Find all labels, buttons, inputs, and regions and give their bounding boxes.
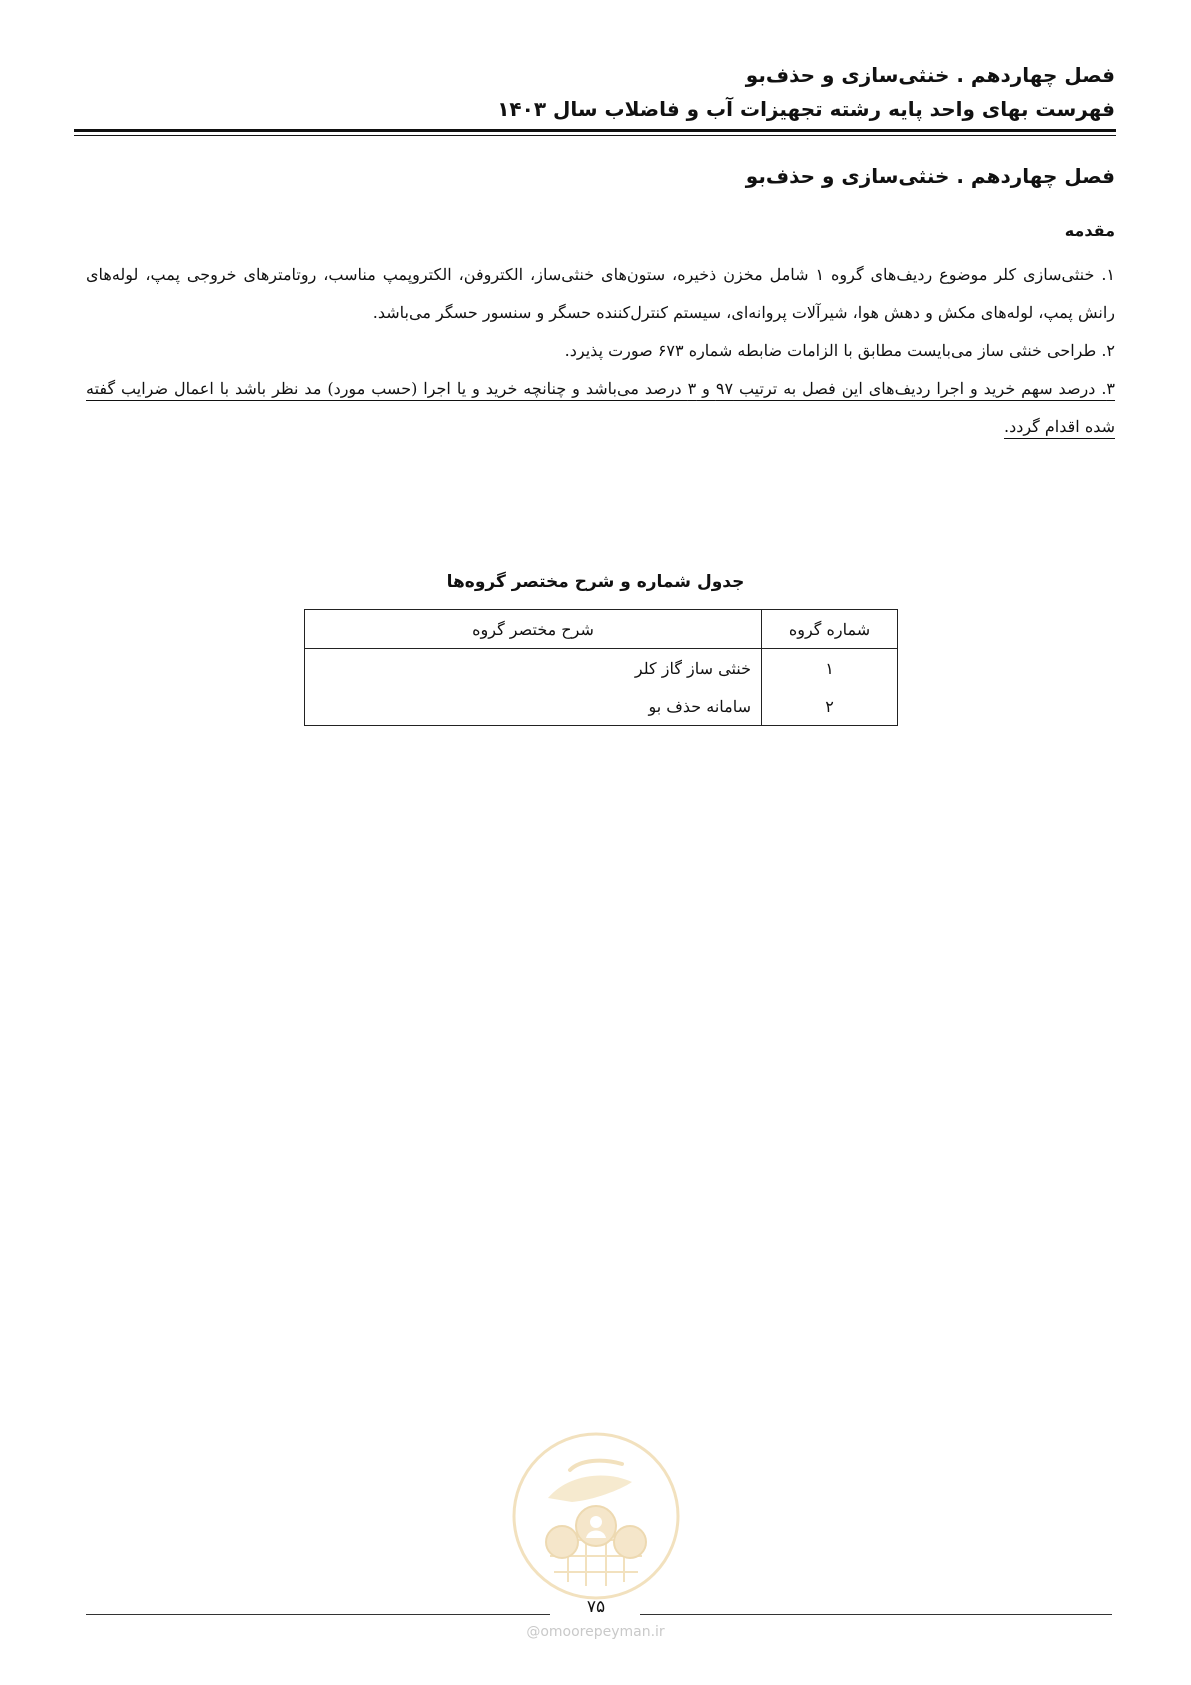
intro-heading: مقدمه: [1064, 221, 1115, 240]
page-number: ۷۵: [586, 1597, 606, 1617]
chapter-title: فصل چهاردهم . خنثی‌سازی و حذف‌بو: [745, 164, 1115, 188]
groups-table: [304, 609, 898, 726]
group-description-cell: خنثی ساز گاز کلر: [305, 649, 762, 688]
header-divider-thin: [74, 135, 1116, 136]
header-chapter-line: فصل چهاردهم . خنثی‌سازی و حذف‌بو: [745, 63, 1115, 87]
table-row: [305, 649, 898, 688]
site-watermark-text: @omoorepeyman.ir: [526, 1624, 665, 1640]
header-divider-thick: [74, 129, 1116, 132]
intro-item-1: ۱. خنثی‌سازی کلر موضوع ردیف‌های گروه ۱ شامل مخزن ذخیره، ستون‌های خنثی‌ساز، الکتروفن، الکتروپمپ مناسب، روتامترهای خروجی پمپ، لوله‌های رانش پمپ، لوله‌های مکش و دهش هوا، شیرآلات پروانه‌ای، سیستم کنترل‌کننده حسگر و سنسور حسگر می‌باشد.: [86, 265, 1116, 322]
intro-section: [86, 256, 1115, 446]
watermark-logo: [510, 1430, 682, 1602]
intro-item-3: [86, 370, 1115, 446]
table-row: [305, 687, 898, 726]
header-group-description: شرح مختصر گروه: [305, 610, 762, 649]
group-number-cell: ۱: [762, 649, 898, 688]
group-description-cell: سامانه حذف بو: [305, 687, 762, 726]
header-document-line: فهرست بهای واحد پایه رشته تجهیزات آب و فاضلاب سال ۱۴۰۳: [497, 97, 1115, 121]
footer-divider-right: [640, 1614, 1112, 1615]
watermark-swoosh: [548, 1475, 632, 1502]
group-number-cell: ۲: [762, 687, 898, 726]
watermark-person-head: [590, 1516, 602, 1528]
intro-item-3-text: ۳. درصد سهم خرید و اجرا ردیف‌های این فصل به ترتیب ۹۷ و ۳ درصد می‌باشد و چنانچه خرید و یا اجرا (حسب مورد) مد نظر باشد با اعمال ضرایب گفته شده اقدام گردد.: [86, 379, 1116, 436]
intro-item-2: ۲. طراحی خنثی ساز می‌بایست مطابق با الزامات ضابطه شماره ۶۷۳ صورت پذیرد.: [564, 341, 1115, 360]
table-header-row: [305, 610, 898, 649]
footer-divider-left: [86, 1614, 550, 1615]
table-caption: جدول شماره و شرح مختصر گروه‌ها: [446, 572, 745, 592]
header-group-number: شماره گروه: [762, 610, 898, 649]
watermark-script-stroke: [570, 1461, 622, 1470]
running-header: [75, 58, 1115, 126]
